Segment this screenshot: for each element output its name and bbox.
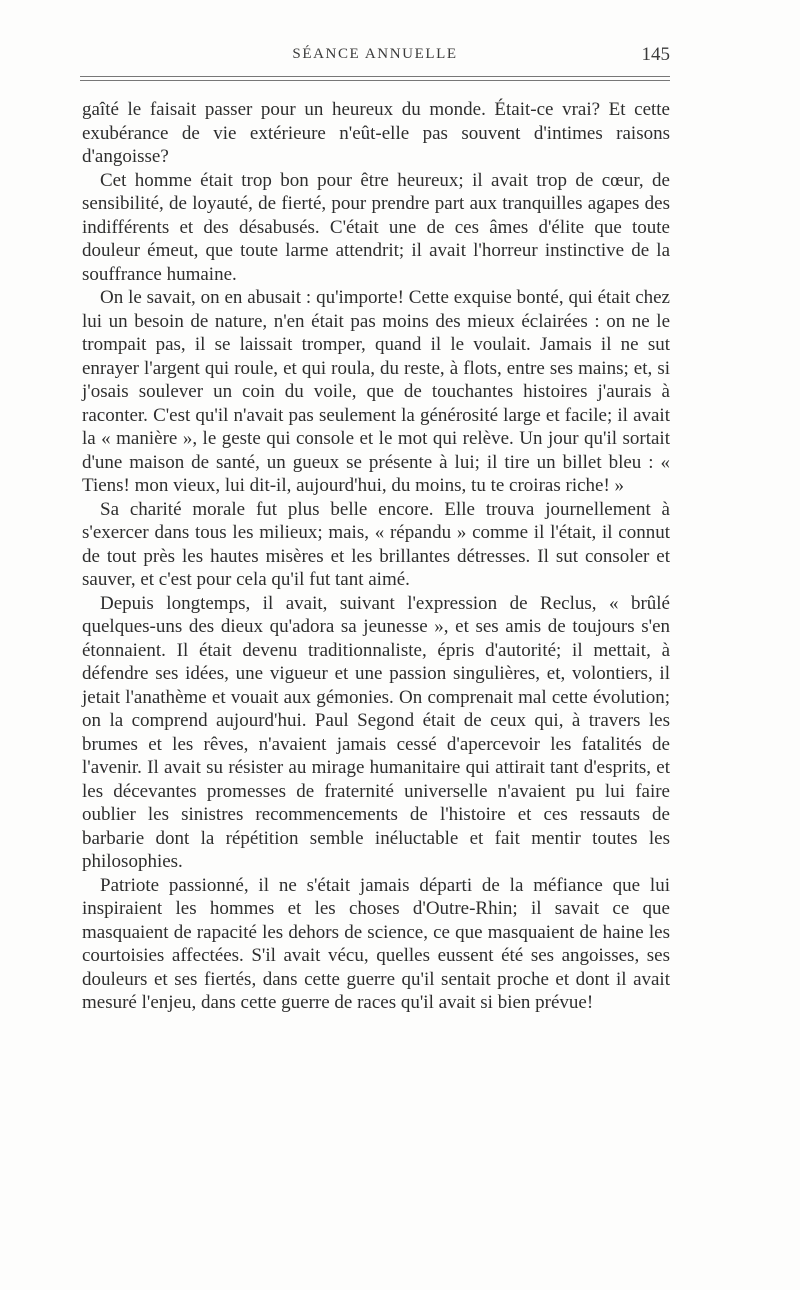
paragraph: Cet homme était trop bon pour être heureux; il avait trop de cœur, de sensibilité, de loyauté, de fierté, pour prendre part aux tranquilles agapes des indifférents et des désabusés. C'était une de ces âmes d'élite que toute douleur émeut, que toute larme attendrit; il avait l'horreur instinctive de la souffrance humaine.	[82, 169, 670, 285]
header-rule	[80, 76, 670, 81]
page-number: 145	[641, 44, 670, 65]
paragraph: Patriote passionné, il ne s'était jamais départi de la méfiance que lui inspiraient les hommes et les choses d'Outre-Rhin; il savait ce que masquaient de rapacité les dehors de science, ce que masquaient de haine les courtoisies affectées. S'il avait vécu, quelles eussent été ses angoisses, ses douleurs et ses fiertés, dans cette guerre qu'il sentait proche et dont il avait mesuré l'enjeu, dans cette guerre de races qu'il avait si bien prévue!	[82, 874, 670, 1013]
paragraph-continued: gaîté le faisait passer pour un heureux du monde. Était-ce vrai? Et cette exubérance de vie extérieure n'eût-elle pas souvent d'intimes raisons d'angoisse?	[82, 99, 670, 167]
running-header	[80, 44, 670, 70]
running-title: SÉANCE ANNUELLE	[292, 46, 458, 62]
paragraph: On le savait, on en abusait : qu'importe! Cette exquise bonté, qui était chez lui un besoin de nature, n'en était pas moins des mieux éclairées : on ne le trompait pas, il se laissait tromper, quand il le voulait. Jamais il ne sut enrayer l'argent qui roule, et qui roula, du reste, à flots, entre ses mains; et, si j'osais soulever un coin du voile, que de touchantes histoires j'aurais à raconter. C'est qu'il n'avait pas seulement la générosité large et facile; il avait la « manière », le geste qui console et le mot qui relève. Un jour qu'il sortait d'une maison de santé, un gueux se présente à lui; il tire un billet bleu : « Tiens! mon vieux, lui dit-il, aujourd'hui, du moins, tu te croiras riche! »	[82, 287, 670, 496]
paragraph: Sa charité morale fut plus belle encore. Elle trouva journellement à s'exercer dans tous les milieux; mais, « répandu » comme il l'était, il connut de tout près les hautes misères et les brillantes détresses. Il sut consoler et sauver, et c'est pour cela qu'il fut tant aimé.	[82, 498, 670, 590]
body-text	[82, 98, 670, 1015]
paragraph: Depuis longtemps, il avait, suivant l'expression de Reclus, « brûlé quelques-uns des dieux qu'adora sa jeunesse », et ses amis de toujours s'en étonnaient. Il était devenu traditionnaliste, épris d'autorité; il mettait, à défendre ses idées, une vigueur et une passion singulières, et, volontiers, il jetait l'anathème et vouait aux gémonies. On comprenait mal cette évolution; on la comprend aujourd'hui. Paul Segond était de ceux qui, à travers les brumes et les rêves, n'avaient jamais cessé d'apercevoir les fatalités de l'avenir. Il avait su résister au mirage humanitaire qui attirait tant d'esprits, et les décevantes promesses de fraternité universelle n'avaient pu lui faire oublier les sinistres recommencements de l'histoire et ces ressauts de barbarie dont la répétition semble inéluctable et fait mentir toutes les philosophies.	[82, 592, 670, 872]
